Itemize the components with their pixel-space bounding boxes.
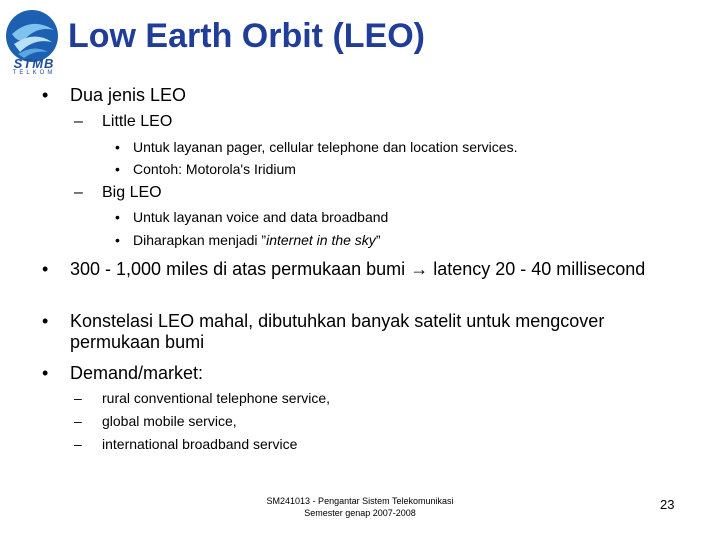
subbullet-text: Big LEO [102, 184, 162, 201]
bullet-marker: • [115, 139, 120, 155]
bullet-text: Dua jenis LEO [70, 85, 187, 105]
subbullet-text: Little LEO [102, 113, 173, 130]
item-demand-3 [74, 436, 298, 452]
dash-marker: – [74, 413, 82, 429]
bullet-konstelasi [42, 311, 680, 353]
bullet-marker: • [42, 259, 49, 279]
logo-subtext: TELKOM [12, 70, 56, 76]
bullet-marker: • [115, 232, 120, 248]
item-text-italic: internet in the sky [266, 232, 376, 248]
item-demand-1 [74, 390, 331, 406]
bullet-dua-jenis [42, 85, 187, 106]
arrow-icon: → [410, 259, 429, 279]
dash-marker: – [74, 184, 83, 201]
footer-semester: Semester genap 2007-2008 [304, 508, 416, 518]
bullet-text: Konstelasi LEO mahal, dibutuhkan banyak satelit untuk mengcover permukaan bumi [70, 311, 605, 352]
bullet-marker: • [115, 161, 120, 177]
item-big-2 [115, 232, 381, 248]
bullet-marker: • [115, 209, 120, 225]
bullet-text: Demand/market: [70, 363, 204, 383]
slide-title: Low Earth Orbit (LEO) [68, 17, 425, 55]
footer-course: SM241013 - Pengantar Sistem Telekomunikasi [266, 496, 454, 506]
bullet-demand [42, 363, 204, 384]
footer [210, 495, 510, 519]
item-little-2 [115, 161, 296, 177]
page-number: 23 [660, 497, 675, 512]
subbullet-big-leo [74, 184, 162, 202]
item-big-1 [115, 209, 389, 225]
dash-marker: – [74, 390, 82, 406]
bullet-marker: • [42, 85, 49, 105]
bullet-marker: • [42, 363, 49, 383]
stmb-logo [4, 8, 62, 78]
item-little-1 [115, 139, 518, 155]
bullet-text-suffix: latency 20 - 40 millisecond [428, 259, 646, 279]
item-text: rural conventional telephone service, [102, 390, 331, 406]
item-text: international broadband service [102, 436, 298, 452]
dash-marker: – [74, 436, 82, 452]
dash-marker: – [74, 113, 83, 130]
item-demand-2 [74, 413, 237, 429]
bullet-text-prefix: 300 - 1,000 miles di atas permukaan bumi [70, 259, 411, 279]
item-text-prefix: Diharapkan menjadi ” [133, 232, 267, 248]
logo-text: STMB [13, 56, 55, 71]
item-text: Contoh: Motorola's Iridium [133, 161, 296, 177]
item-text: global mobile service, [102, 413, 237, 429]
item-text: Untuk layanan pager, cellular telephone dan location services. [133, 139, 518, 155]
bullet-marker: • [42, 311, 49, 331]
bullet-altitude [42, 259, 670, 280]
item-text: Untuk layanan voice and data broadband [133, 209, 389, 225]
subbullet-little-leo [74, 113, 173, 131]
item-text-suffix: ” [375, 232, 381, 248]
